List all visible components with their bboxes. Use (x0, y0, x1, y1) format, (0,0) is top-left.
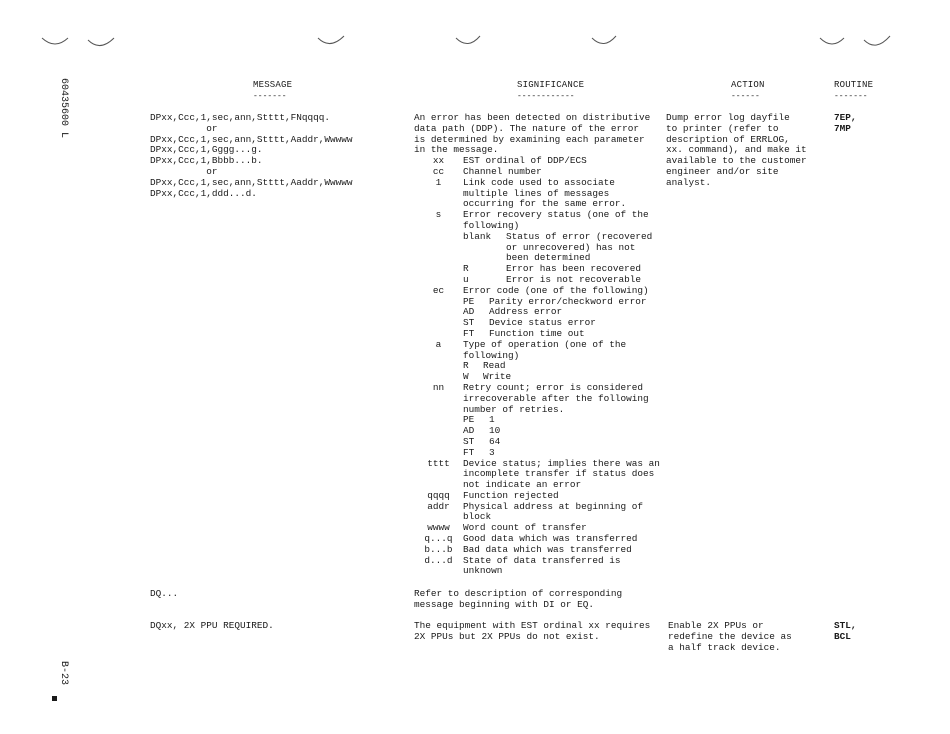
action-line: Enable 2X PPUs or (668, 620, 764, 631)
param-text: number of retries. (463, 403, 565, 415)
param-tag: wwww (427, 522, 450, 534)
significance-line: data path (DDP). The nature of the error (414, 122, 640, 134)
param-text: EST ordinal of DDP/ECS (463, 155, 587, 167)
sub-text: Error is not recoverable (506, 273, 642, 285)
param-text: Word count of transfer (463, 522, 587, 534)
sub-text: been determined (506, 252, 591, 264)
param-tag: s (435, 209, 442, 221)
action-line: to printer (refer to (666, 122, 779, 134)
sub-row (414, 232, 664, 243)
sub-tag: blank (463, 230, 492, 242)
significance-line: in the message. (414, 144, 499, 156)
param-tag: addr (427, 500, 450, 512)
routine-line: BCL (834, 630, 851, 642)
header-routine-underline: ------- (834, 92, 868, 101)
param-tag: xx (432, 155, 445, 167)
sub-tag: PE (463, 295, 475, 307)
action-line: redefine the device as (668, 630, 792, 642)
sub-text: 10 (489, 425, 501, 437)
param-tag: qqqq (427, 489, 450, 501)
param-text: block (463, 511, 492, 523)
message-line: DPxx,Ccc,1,sec,ann,Stttt,Aaddr,Wwwww (150, 176, 353, 188)
entry3-significance (414, 621, 650, 643)
entry3-action (668, 621, 792, 653)
param-row (414, 340, 664, 351)
message-line: DPxx,Ccc,1,ddd...d. (150, 187, 257, 199)
sub-row (414, 437, 664, 448)
param-text: State of data transferred is (463, 554, 621, 566)
param-text: Error code (one of the following) (463, 284, 649, 296)
entry3-message: DQxx, 2X PPU REQUIRED. (150, 620, 274, 631)
header-routine: ROUTINE (834, 80, 874, 90)
param-text: irrecoverable after the following (463, 392, 649, 404)
action-line: xx. command), and make it (666, 144, 807, 156)
action-line: description of ERRLOG, (666, 133, 790, 145)
sub-text: Parity error/checkword error (489, 295, 647, 307)
sub-text: or unrecovered) has not (506, 241, 636, 253)
sub-tag: AD (463, 306, 475, 318)
sub-text: Write (483, 371, 512, 383)
header-message: MESSAGE (253, 80, 293, 90)
sub-tag: u (463, 273, 469, 285)
param-text: incomplete transfer if status does (463, 468, 655, 480)
param-row (414, 210, 664, 221)
action-line: a half track device. (668, 641, 781, 653)
punch-marks (0, 0, 950, 60)
entry1-significance (414, 113, 664, 577)
significance-line: is determined by examining each parameter (414, 133, 645, 145)
param-row (414, 178, 664, 189)
sub-text: Status of error (recovered (506, 230, 653, 242)
sub-tag: R (463, 263, 469, 275)
param-tag: a (435, 338, 442, 350)
param-text: Type of operation (one of the (463, 338, 627, 350)
param-row (414, 556, 664, 567)
header-message-underline: ------- (253, 92, 287, 101)
param-text: Physical address at beginning of (463, 500, 644, 512)
sub-tag: W (463, 371, 469, 383)
sub-row (414, 415, 664, 426)
entry1-routine (834, 113, 857, 135)
param-tag: q...q (424, 533, 453, 545)
param-tag: ec (432, 284, 445, 296)
param-text: Retry count; error is considered (463, 381, 644, 393)
param-text: multiple lines of messages (463, 187, 610, 199)
significance-line: An error has been detected on distributive (414, 112, 651, 123)
routine-line: STL, (834, 620, 857, 631)
message-line: or (150, 165, 218, 177)
param-tag: 1 (435, 176, 442, 188)
sub-tag: PE (463, 414, 475, 426)
param-text: Bad data which was transferred (463, 543, 632, 555)
param-text: Good data which was transferred (463, 533, 638, 545)
significance-line: 2X PPUs but 2X PPUs do not exist. (414, 630, 600, 642)
sub-text: Device status error (489, 317, 596, 329)
param-tag: cc (432, 165, 445, 177)
sub-row (414, 361, 664, 372)
significance-line: The equipment with EST ordinal xx requires (414, 620, 651, 631)
routine-line: 7EP, (834, 112, 857, 123)
param-text: following) (463, 219, 520, 231)
param-tag: b...b (424, 543, 453, 555)
sub-text: Read (483, 360, 506, 372)
param-text: following) (463, 349, 520, 361)
sub-text: 1 (489, 414, 495, 426)
sub-text: Function time out (489, 327, 585, 339)
entry1-action (666, 113, 807, 189)
header-significance-underline: ------------ (517, 92, 575, 101)
sub-text: 3 (489, 446, 495, 458)
sub-tag: AD (463, 425, 475, 437)
significance-line: Refer to description of corresponding (414, 588, 623, 599)
message-line: DPxx,Ccc,1,sec,ann,Stttt,FNqqqq. (150, 112, 331, 123)
header-action: ACTION (731, 80, 765, 90)
significance-line: message beginning with DI or EQ. (414, 598, 595, 610)
param-text: Channel number (463, 165, 542, 177)
param-row (414, 502, 664, 513)
sub-text: Error has been recovered (506, 263, 642, 275)
param-text: occurring for the same error. (463, 198, 627, 210)
message-line: or (150, 122, 218, 134)
param-text: Link code used to associate (463, 176, 615, 188)
header-significance: SIGNIFICANCE (517, 80, 585, 90)
sub-tag: R (463, 360, 469, 372)
entry2-significance (414, 589, 622, 611)
entry3-routine (834, 621, 857, 643)
routine-line: 7MP (834, 122, 851, 134)
param-tag: tttt (427, 457, 450, 469)
page-number: B-23 (58, 661, 69, 686)
action-line: engineer and/or site (666, 165, 779, 177)
param-text: unknown (463, 565, 503, 577)
entry2-message: DQ... (150, 588, 179, 599)
param-tag: nn (432, 381, 445, 393)
param-text: Device status; implies there was an (463, 457, 660, 469)
param-text: not indicate an error (463, 479, 582, 491)
action-line: Dump error log dayfile (666, 112, 790, 123)
action-line: available to the customer (666, 155, 807, 167)
sub-row (414, 426, 664, 437)
page-marker (52, 696, 57, 701)
message-line: DPxx,Ccc,1,sec,ann,Stttt,Aaddr,Wwwww (150, 133, 353, 145)
message-line: DPxx,Ccc,1,Bbbb...b. (150, 155, 263, 167)
message-line: DPxx,Ccc,1,Gggg...g. (150, 144, 263, 156)
sub-tag: FT (463, 327, 475, 339)
param-text: Error recovery status (one of the (463, 209, 649, 221)
param-text: Function rejected (463, 489, 559, 501)
param-tag: d...d (424, 554, 453, 566)
sub-text: Address error (489, 306, 563, 318)
entry1-message (150, 113, 353, 199)
document-number: 60435600 L (58, 78, 69, 139)
sub-tag: ST (463, 435, 475, 447)
sub-text: 64 (489, 435, 501, 447)
action-line: analyst. (666, 176, 712, 188)
sub-tag: ST (463, 317, 475, 329)
header-action-underline: ------ (731, 92, 760, 101)
sub-tag: FT (463, 446, 475, 458)
